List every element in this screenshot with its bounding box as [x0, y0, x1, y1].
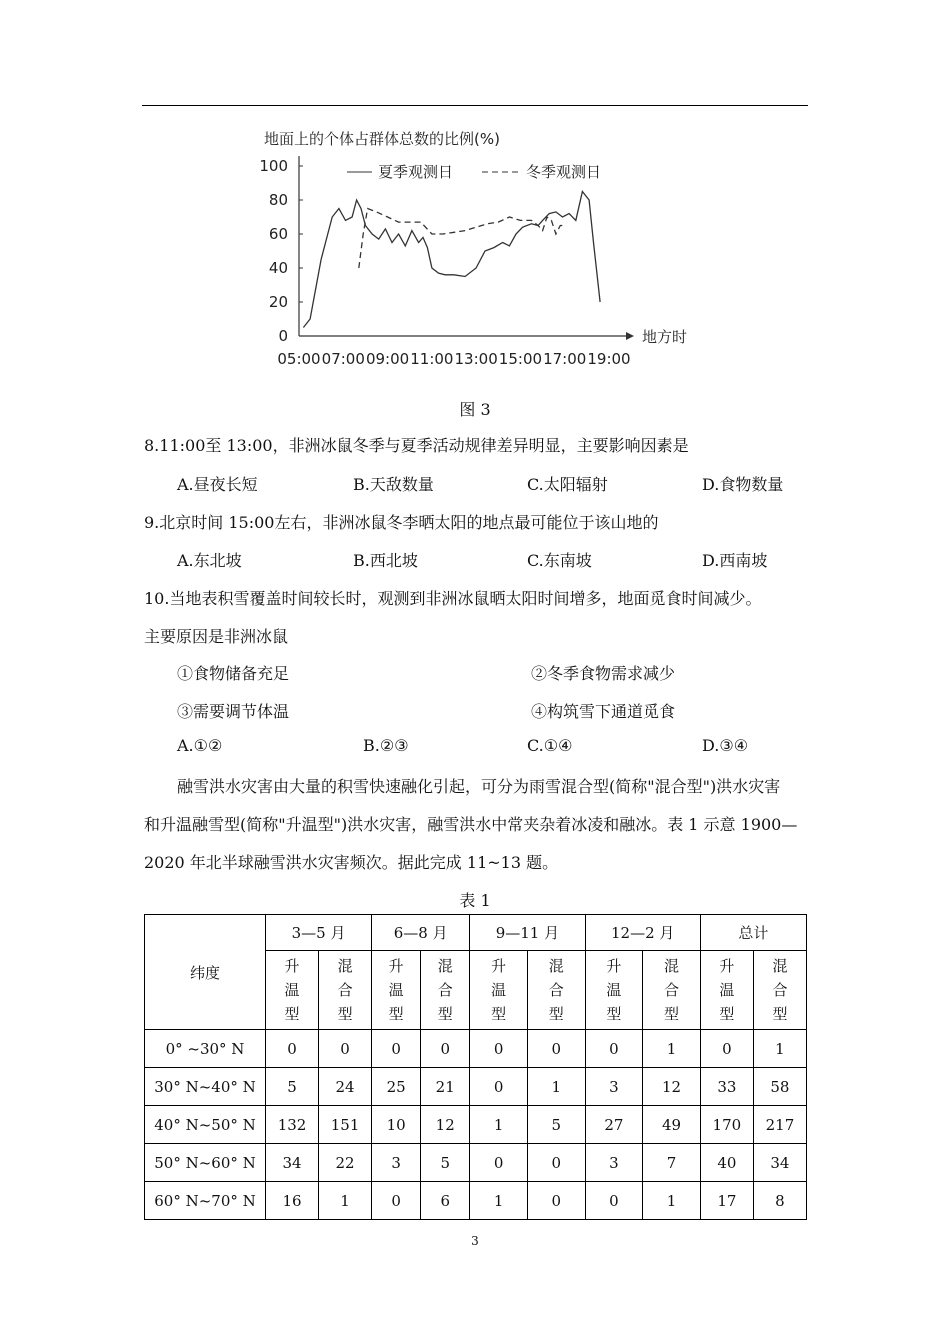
q8-option-d: D.食物数量	[702, 475, 784, 494]
value-cell: 8	[753, 1182, 806, 1220]
y-tick-label: 20	[268, 293, 288, 311]
subheader-char: 温	[388, 981, 404, 999]
subheader-char: 型	[284, 1005, 300, 1023]
value-cell: 0	[421, 1030, 470, 1068]
value-cell: 151	[319, 1106, 372, 1144]
y-ticks	[259, 157, 303, 345]
page-number: 3	[471, 1234, 479, 1248]
q10-option-c: C.①④	[527, 736, 573, 755]
value-cell: 0	[585, 1030, 643, 1068]
y-tick-label: 0	[278, 327, 288, 345]
latitude-cell: 50° N~60° N	[145, 1144, 266, 1182]
subheader-char: 升	[491, 957, 507, 975]
q10-statement-3: ③需要调节体温	[177, 702, 290, 721]
subheader-char: 升	[388, 957, 404, 975]
x-axis-arrow	[626, 332, 634, 340]
q10-stem-line2: 主要原因是非洲冰鼠	[144, 627, 289, 646]
value-cell: 3	[372, 1144, 421, 1182]
value-cell: 3	[585, 1068, 643, 1106]
q9-option-c: C.东南坡	[527, 551, 592, 570]
subheader-char: 温	[719, 981, 735, 999]
subheader-char: 型	[664, 1005, 680, 1023]
subheader-char: 型	[772, 1005, 788, 1023]
value-cell: 17	[700, 1182, 753, 1220]
subheader-heating-type	[470, 951, 528, 1030]
subheader-mixed-type	[527, 951, 585, 1030]
period-header: 12—2 月	[585, 915, 700, 951]
subheader-char: 合	[772, 981, 788, 999]
intro-line2: 和升温融雪型(简称"升温型")洪水灾害，融雪洪水中常夹杂着冰凌和融冰。表 1 示意 1900—	[144, 815, 798, 834]
q9-option-b: B.西北坡	[353, 551, 418, 570]
subheader-char: 型	[337, 1005, 353, 1023]
value-cell: 0	[319, 1030, 372, 1068]
subheader-char: 升	[284, 957, 300, 975]
subheader-heating-type	[266, 951, 319, 1030]
q9-option-a: A.东北坡	[177, 551, 242, 570]
table-row	[145, 1182, 807, 1220]
value-cell: 16	[266, 1182, 319, 1220]
value-cell: 0	[585, 1182, 643, 1220]
period-header: 总计	[700, 915, 806, 951]
value-cell: 170	[700, 1106, 753, 1144]
y-tick-label: 100	[259, 157, 288, 175]
subheader-char: 温	[284, 981, 300, 999]
value-cell: 10	[372, 1106, 421, 1144]
subheader-mixed-type	[319, 951, 372, 1030]
x-ticks	[277, 350, 630, 368]
x-tick-label: 13:00	[454, 350, 498, 368]
value-cell: 7	[643, 1144, 701, 1182]
subheader-char: 升	[606, 957, 622, 975]
subheader-char: 温	[491, 981, 507, 999]
q10-option-d: D.③④	[702, 736, 749, 755]
value-cell: 0	[266, 1030, 319, 1068]
table-body	[145, 1030, 807, 1220]
table-row	[145, 1030, 807, 1068]
intro-line3: 2020 年北半球融雪洪水灾害频次。据此完成 11~13 题。	[144, 853, 559, 872]
figure-caption: 图 3	[459, 400, 491, 419]
subheader-heating-type	[585, 951, 643, 1030]
subheader-char: 型	[437, 1005, 453, 1023]
subheader-char: 型	[491, 1005, 507, 1023]
x-tick-label: 15:00	[498, 350, 543, 368]
subheader-char: 混	[437, 957, 453, 975]
x-tick-label: 19:00	[587, 350, 631, 368]
subheader-mixed-type	[643, 951, 701, 1030]
value-cell: 1	[753, 1030, 806, 1068]
subheader-char: 混	[548, 957, 564, 975]
latitude-cell: 60° N~70° N	[145, 1182, 266, 1220]
subheader-char: 型	[388, 1005, 404, 1023]
table-caption: 表 1	[459, 891, 491, 910]
value-cell: 5	[527, 1106, 585, 1144]
activity-line-chart	[250, 122, 710, 374]
subheader-char: 混	[772, 957, 788, 975]
value-cell: 49	[643, 1106, 701, 1144]
value-cell: 58	[753, 1068, 806, 1106]
value-cell: 1	[470, 1182, 528, 1220]
q10-statement-1: ①食物储备充足	[177, 664, 290, 683]
subheader-char: 混	[664, 957, 680, 975]
subheader-char: 合	[437, 981, 453, 999]
value-cell: 33	[700, 1068, 753, 1106]
value-cell: 24	[319, 1068, 372, 1106]
header-rule	[142, 105, 808, 106]
value-cell: 1	[643, 1030, 701, 1068]
latitude-cell: 30° N~40° N	[145, 1068, 266, 1106]
q8-stem: 8.11:00至 13:00，非洲冰鼠冬季与夏季活动规律差异明显，主要影响因素是	[144, 436, 689, 455]
value-cell: 21	[421, 1068, 470, 1106]
q8-option-a: A.昼夜长短	[177, 475, 258, 494]
value-cell: 0	[527, 1144, 585, 1182]
legend-winter-label: 冬季观测日	[526, 163, 602, 181]
subheader-char: 升	[719, 957, 735, 975]
subheader-char: 合	[664, 981, 680, 999]
latitude-header: 纬度	[145, 915, 266, 1030]
period-header: 9—11 月	[470, 915, 585, 951]
value-cell: 34	[753, 1144, 806, 1182]
y-tick-label: 60	[268, 225, 288, 243]
subheader-heating-type	[700, 951, 753, 1030]
value-cell: 40	[700, 1144, 753, 1182]
q9-option-d: D.西南坡	[702, 551, 768, 570]
value-cell: 34	[266, 1144, 319, 1182]
q8-option-c: C.太阳辐射	[527, 475, 608, 494]
y-axis-title: 地面上的个体占群体总数的比例(%)	[264, 130, 500, 148]
legend-summer-label: 夏季观测日	[378, 163, 454, 181]
period-header: 3—5 月	[266, 915, 372, 951]
intro-line1: 融雪洪水灾害由大量的积雪快速融化引起，可分为雨雪混合型(简称"混合型")洪水灾害	[177, 777, 781, 796]
q10-option-b: B.②③	[363, 736, 409, 755]
value-cell: 0	[372, 1030, 421, 1068]
y-tick-label: 80	[268, 191, 288, 209]
subheader-heating-type	[372, 951, 421, 1030]
table-row	[145, 1106, 807, 1144]
value-cell: 5	[266, 1068, 319, 1106]
value-cell: 12	[421, 1106, 470, 1144]
x-tick-label: 05:00	[277, 350, 321, 368]
value-cell: 0	[527, 1030, 585, 1068]
x-tick-label: 11:00	[410, 350, 454, 368]
value-cell: 6	[421, 1182, 470, 1220]
q10-statement-4: ④构筑雪下通道觅食	[531, 702, 676, 721]
value-cell: 0	[470, 1068, 528, 1106]
y-tick-label: 40	[268, 259, 288, 277]
value-cell: 0	[372, 1182, 421, 1220]
table-row	[145, 1068, 807, 1106]
value-cell: 1	[319, 1182, 372, 1220]
subheader-char: 型	[548, 1005, 564, 1023]
value-cell: 1	[527, 1068, 585, 1106]
value-cell: 5	[421, 1144, 470, 1182]
latitude-cell: 40° N~50° N	[145, 1106, 266, 1144]
subheader-char: 混	[337, 957, 353, 975]
subheader-char: 型	[719, 1005, 735, 1023]
value-cell: 3	[585, 1144, 643, 1182]
table-row	[145, 1144, 807, 1182]
table-header-row	[145, 915, 807, 951]
period-header: 6—8 月	[372, 915, 470, 951]
subheader-char: 温	[606, 981, 622, 999]
series-summer-line	[303, 192, 600, 328]
q9-stem: 9.北京时间 15:00左右，非洲冰鼠冬李晒太阳的地点最可能位于该山地的	[144, 513, 659, 532]
value-cell: 0	[470, 1030, 528, 1068]
subheader-mixed-type	[421, 951, 470, 1030]
x-tick-label: 07:00	[321, 350, 365, 368]
value-cell: 1	[643, 1182, 701, 1220]
value-cell: 1	[470, 1106, 528, 1144]
q10-statement-2: ②冬季食物需求减少	[531, 664, 676, 683]
value-cell: 0	[700, 1030, 753, 1068]
flood-frequency-table	[144, 914, 807, 1220]
value-cell: 27	[585, 1106, 643, 1144]
q10-option-a: A.①②	[177, 736, 223, 755]
q8-option-b: B.天敌数量	[353, 475, 434, 494]
subheader-char: 型	[606, 1005, 622, 1023]
x-tick-label: 09:00	[365, 350, 410, 368]
value-cell: 0	[527, 1182, 585, 1220]
value-cell: 25	[372, 1068, 421, 1106]
x-tick-label: 17:00	[543, 350, 587, 368]
value-cell: 12	[643, 1068, 701, 1106]
q10-stem-line1: 10.当地表积雪覆盖时间较长时，观测到非洲冰鼠晒太阳时间增多，地面觅食时间减少。	[144, 589, 762, 608]
subheader-mixed-type	[753, 951, 806, 1030]
x-axis-title: 地方时	[642, 328, 688, 346]
subheader-char: 合	[337, 981, 353, 999]
subheader-char: 合	[548, 981, 564, 999]
value-cell: 22	[319, 1144, 372, 1182]
value-cell: 217	[753, 1106, 806, 1144]
value-cell: 132	[266, 1106, 319, 1144]
value-cell: 0	[470, 1144, 528, 1182]
latitude-cell: 0° ~30° N	[145, 1030, 266, 1068]
